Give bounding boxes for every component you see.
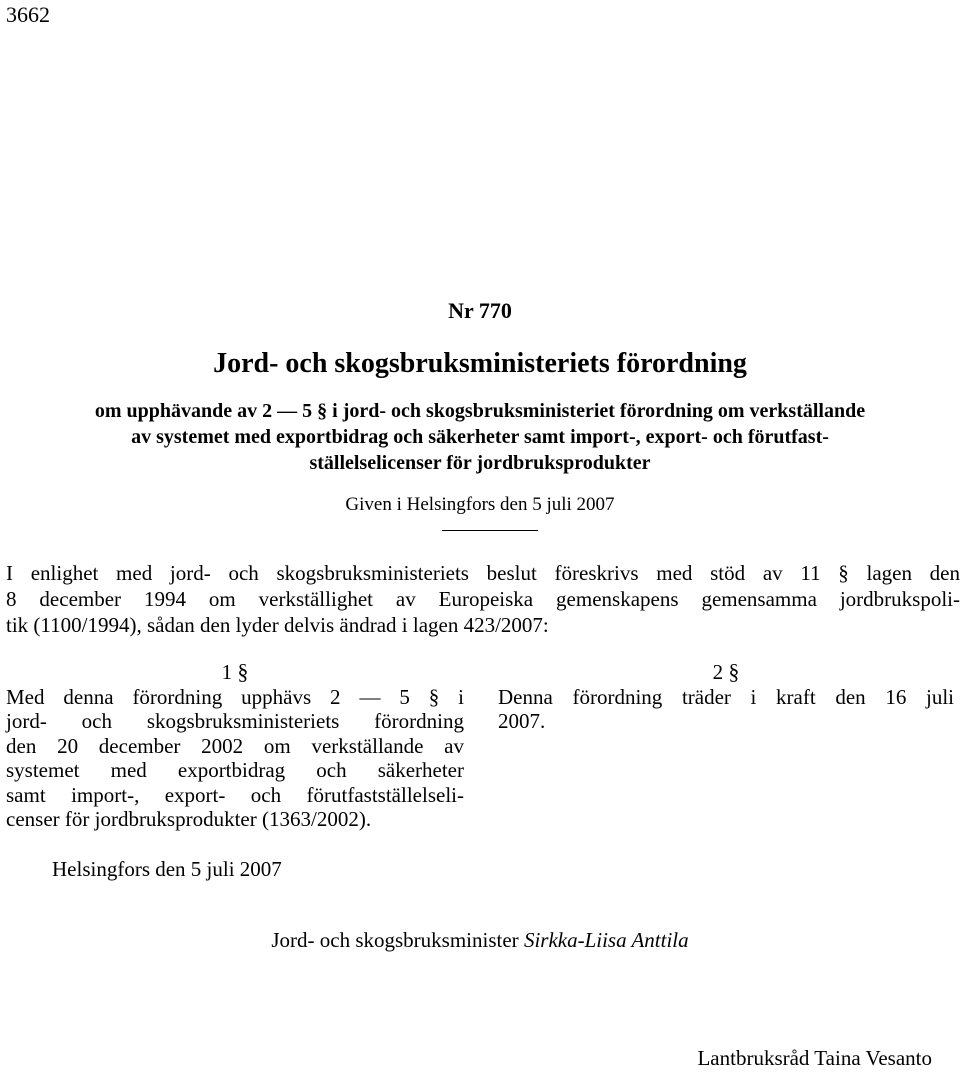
section-heading (6, 660, 464, 685)
preamble-line: 8 december 1994 om verkställighet av Europeiska gemenskapens gemensamma jordbrukspoli- (6, 587, 960, 611)
section-sign-icon: § (728, 659, 740, 684)
minister-title: Jord- och skogsbruksminister (271, 928, 519, 952)
section-heading (498, 660, 954, 685)
section-line: censer för jordbruksprodukter (1363/2002). (6, 807, 372, 831)
preamble-line: tik (1100/1994), sådan den lyder delvis ändrad i lagen 423/2007: (6, 613, 549, 637)
subtitle (0, 398, 960, 476)
minister-signature (0, 928, 960, 953)
section-line: Denna förordning träder i kraft den 16 juli (498, 684, 954, 709)
preamble-line: I enlighet med jord- och skogsbruksministeriets beslut föreskrivs med stöd av 11 § lagen den (6, 561, 960, 585)
page-number: 3662 (6, 2, 50, 27)
section-1 (6, 660, 464, 832)
subtitle-line: av systemet med exportbidrag och säkerheter samt import-, export- och förutfast- (131, 426, 829, 448)
section-line: Med denna förordning upphävs 2 — 5 § i (6, 684, 464, 709)
place-date: Helsingfors den 5 juli 2007 (52, 857, 282, 881)
section-2 (498, 660, 954, 734)
statute-number: Nr 770 (448, 298, 512, 323)
divider (442, 530, 538, 531)
section-number: 2 (712, 660, 724, 684)
section-line: jord- och skogsbruksministeriets förordning (6, 709, 464, 733)
section-line: den 20 december 2002 om verkställande av (6, 733, 464, 758)
given-date: Given i Helsingfors den 5 juli 2007 (345, 494, 615, 515)
section-number: 1 (221, 660, 233, 684)
section-line: systemet med exportbidrag och säkerheter (6, 758, 464, 782)
subtitle-line: ställelselicenser för jordbruksprodukter (309, 452, 651, 474)
section-sign-icon: § (237, 659, 249, 684)
section-line: 2007. (498, 709, 546, 733)
section-line: samt import-, export- och förutfastställelseli- (6, 782, 464, 807)
page-title: Jord- och skogsbruksministeriets förordning (213, 348, 747, 379)
preamble (6, 560, 960, 638)
countersignature: Lantbruksråd Taina Vesanto (697, 1046, 932, 1070)
minister-name: Sirkka-Liisa Anttila (523, 928, 689, 952)
subtitle-line: om upphävande av 2 — 5 § i jord- och skogsbruksministeriet förordning om verkställande (94, 400, 866, 422)
